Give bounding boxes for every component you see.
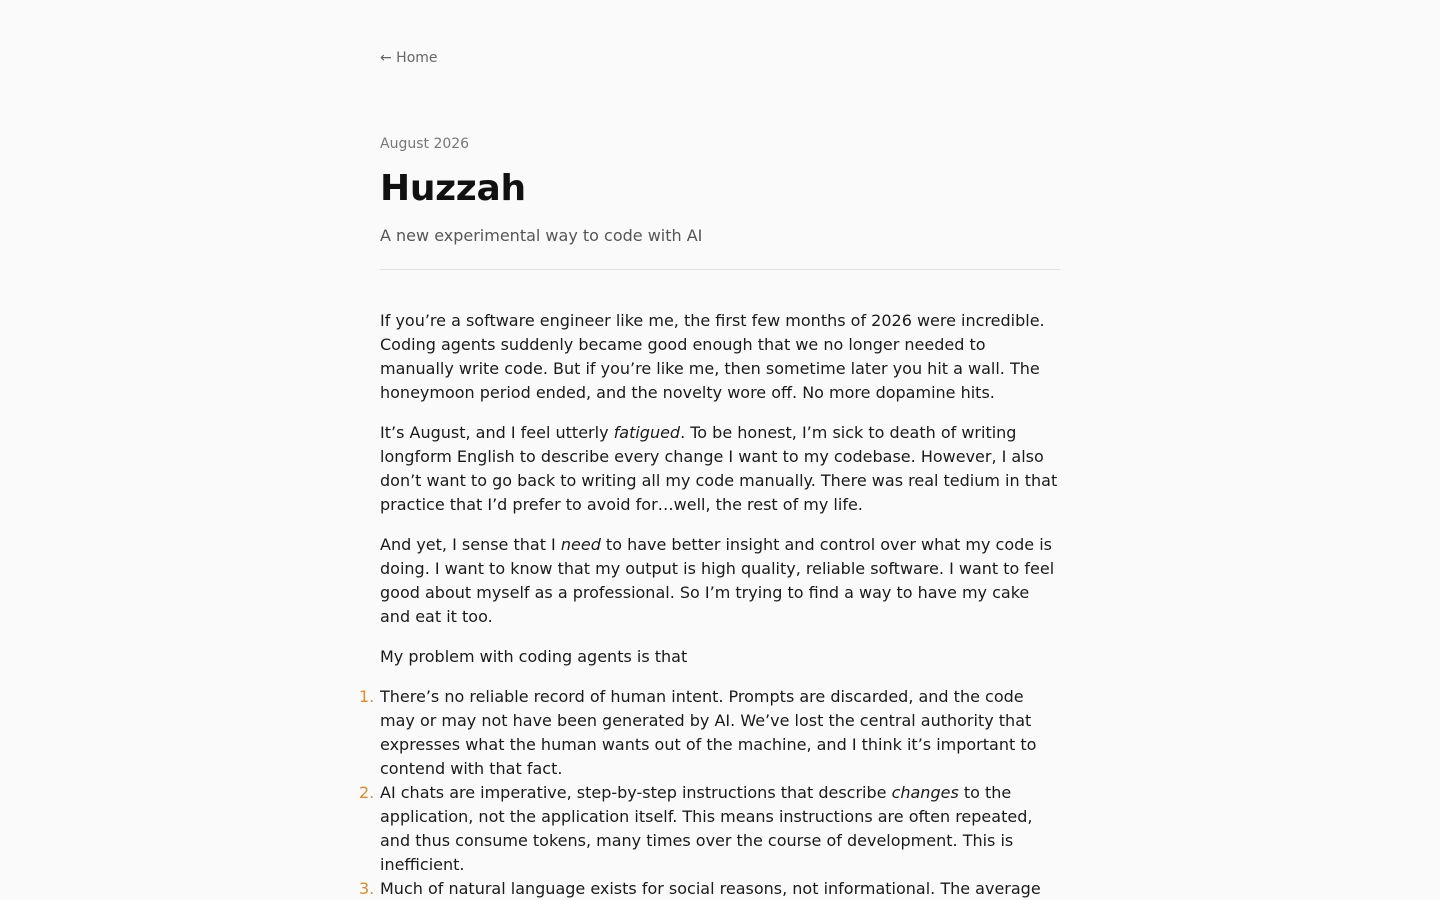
article-header bbox=[380, 135, 1060, 247]
paragraph-3: And yet, I sense that I need to have better insight and control over what my code is doing. I want to know that my output is high quality, reliable software. I want to feel good about myself as a professional. So I’m trying to find a way to have my cake and eat it too. bbox=[380, 535, 1055, 626]
emphasis-need: need bbox=[560, 535, 601, 554]
emphasis-changes: changes bbox=[891, 783, 959, 802]
publish-date: August 2026 bbox=[380, 136, 470, 152]
list-item: 3. Much of natural language exists for social reasons, not informational. The average bbox=[380, 877, 1060, 900]
header-divider bbox=[380, 269, 1060, 270]
paragraph-2: It’s August, and I feel utterly fatigued. To be honest, I’m sick to death of writing longform English to describe every change I want to my codebase. However, I also don’t want to go back to writing all my code manually. There was real tedium in that practice that I’d prefer to avoid for…well, the rest of my life. bbox=[380, 423, 1058, 514]
article-body bbox=[359, 309, 1060, 900]
page-subtitle: A new experimental way to code with AI bbox=[380, 226, 703, 245]
problem-list bbox=[359, 685, 1060, 900]
list-item: 2. AI chats are imperative, step-by-step instructions that describe changes to the application, not the application itself. This means instructions are often repeated, and thus consume tokens, many times over the course of development. This is inefficient. bbox=[359, 783, 1033, 874]
paragraph-1: If you’re a software engineer like me, the first few months of 2026 were incredible. Coding agents suddenly became good enough that we no longer needed to manually write code. But if you’re like me, then sometime later you hit a wall. The honeymoon period ended, and the novelty wore off. No more dopamine hits. bbox=[380, 311, 1045, 402]
back-home-link[interactable]: ← Home bbox=[380, 50, 438, 66]
list-number: 2. bbox=[359, 783, 375, 802]
list-item: 1. There’s no reliable record of human intent. Prompts are discarded, and the code may or may not have been generated by AI. We’ve lost the central authority that expresses what the human wants out of the machine, and I think it’s important to contend with that fact. bbox=[359, 687, 1037, 778]
emphasis-fatigued: fatigued bbox=[613, 423, 681, 442]
paragraph-4: My problem with coding agents is that bbox=[380, 647, 688, 666]
page-title: Huzzah bbox=[380, 168, 526, 209]
list-number: 3. bbox=[359, 879, 375, 898]
list-number: 1. bbox=[359, 687, 375, 706]
